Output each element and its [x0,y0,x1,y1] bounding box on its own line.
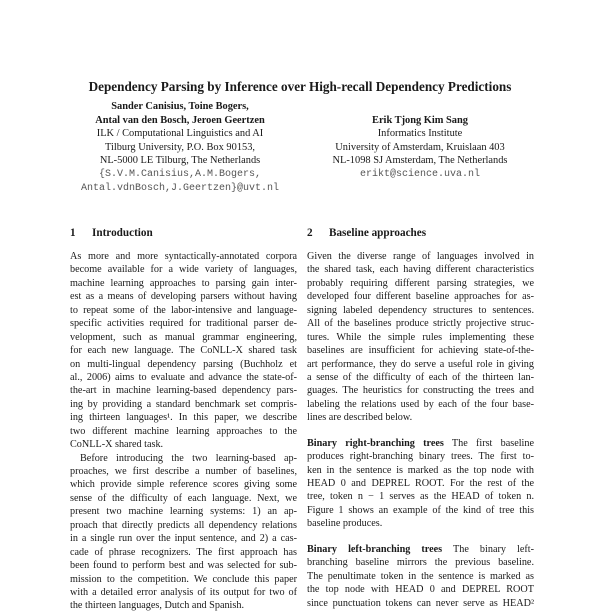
text-line: to repeat some of the labor-intensive and language- [70,304,297,316]
section-title: Baseline approaches [329,227,427,239]
text-line: labeling the relations used by each of the four base- [307,398,534,410]
text-line: become available for a wide variety of languages, [70,264,297,276]
text-line: All of the baselines produce strictly projective struc- [307,318,534,330]
text-line: proach that directly predicts all dependency relations [70,519,297,531]
section-number: 1 [70,227,76,239]
author-names: Sander Canisius, Toine Bogers, [111,101,249,112]
text-line: since punctuation tokens can never serve as HEAD² [307,597,534,609]
text-line: HEAD 0 and DEPREL ROOT. For the rest of the [307,478,534,489]
subsection-first-line [307,543,534,556]
text-line: been found to perform best and was selected for sub- [70,560,297,572]
text-line: with a detailed error analysis of its output for two of [70,586,297,598]
email: Antal.vdnBosch,J.Geertzen}@uvt.nl [80,182,280,194]
text-line: developed four different baseline approaches for as- [307,291,534,303]
text-line: proaches, we first describe a number of baselines, [70,466,297,477]
text-line: baselines are insufficient for achieving state-of-the- [307,345,534,357]
text-line: produces right-branching binary trees. The first to- [307,451,534,463]
author-names: Antal van den Bosch, Jeroen Geertzen [95,114,265,126]
text-line: al., 2006) aims to evaluate and advance the state-of- [70,371,297,383]
text-line: which provide simple reference scores giving some [70,479,297,491]
text-line: the-art in machine learning-based dependency pars- [70,385,297,397]
text-line: the thirteen languages, Dutch and Spanish. [70,600,244,612]
text-line: baseline produces. [307,518,383,530]
section-number: 2 [307,227,313,239]
text-line: ing thirteen languages¹. In this paper, we describe [70,412,297,424]
text-line: CoNLL-X shared task. [70,439,164,451]
text-line: The penultimate token in the sentence is marked as [307,570,534,582]
text-line: Given the diverse range of languages involved in [307,251,534,262]
subsection-first-line [307,437,534,450]
text-line: signing labeled dependency structures to sentences. [307,304,534,316]
text-line: ing by providing a standard benchmark set compris- [70,398,297,410]
text-line: tree, token n − 1 serves as the HEAD of token n. [307,491,534,503]
text-line: est as a means of developing parsers without having [70,291,297,303]
text-line: The binary left- [442,543,534,555]
text-line: two different machine learning approaches to the [70,425,297,437]
text-line: specific activities required for traditional parser de- [70,318,297,330]
text-line: guages. The heuristics for constructing the trees and [307,385,534,397]
paper-title: Dependency Parsing by Inference over High-recall Dependency Predictions [88,79,512,94]
text-line: machine learning approaches to parsing gain inter- [70,277,297,289]
author-names: Erik Tjong Kim Sang [372,114,468,126]
text-line: present two machine learning systems: 1) an ap- [70,506,297,518]
text-line: mission to the competition. We conclude this paper [70,573,297,585]
affiliation: Tilburg University, P.O. Box 90153, [104,141,255,153]
section-title: Introduction [92,227,153,239]
email: erikt@science.uva.nl [359,168,481,180]
text-line: branching baseline mirrors the previous baseline. [307,557,534,569]
affiliation: NL-1098 SJ Amsterdam, The Netherlands [332,155,508,167]
text-line: on multi-lingual dependency parsing (Buchholz et [70,358,297,370]
author-block-left [60,100,300,195]
text-line: As more and more syntactically-annotated corpora [70,251,297,262]
text-line: lines are described below. [307,412,413,424]
text-line: velopment, such as manual grammar engineering, [70,331,297,343]
text-line: the top node with HEAD 0 and DEPREL ROOT [307,584,534,596]
section-heading-introduction [70,227,153,239]
affiliation: ILK / Computational Linguistics and AI [96,128,264,140]
subsection-heading: Binary right-branching trees [307,437,444,449]
text-line: tures. While the simple rules implementing these [307,331,534,343]
text-line: Before introducing the two learning-based ap- [80,452,297,464]
introduction-body [70,250,297,613]
affiliation: NL-5000 LE Tilburg, The Netherlands [99,155,261,167]
baseline-body [307,250,534,610]
text-line: art performance, they do serve a useful role in giving [307,358,534,370]
subsection-heading: Binary left-branching trees [307,543,443,555]
text-line: sense of the difficulty of each language. Next, we [70,492,297,504]
affiliation: Informatics Institute [377,128,463,140]
text-line: in a single run over the input sentence, and 2) a cas- [70,533,297,545]
text-line: for each new language. The CoNLL-X shared task [70,345,297,357]
text-line: cade of phrase recognizers. The first approach has [70,546,297,558]
text-line: Figure 1 shows an example of the kind of tree this [307,504,534,516]
text-line: the shared task, each having different characteristics [307,264,534,276]
author-block-right [295,114,545,182]
affiliation: University of Amsterdam, Kruislaan 403 [335,141,505,153]
email: {S.V.M.Canisius,A.M.Bogers, [98,168,262,180]
text-line: a sense of the difficulty of each of the thirteen lan- [307,371,534,383]
text-line: probably requiring different parsing strategies, we [307,277,534,289]
text-line: ken in the sentence is marked as the top node with [307,464,534,476]
text-line: The first baseline [443,437,534,449]
section-heading-baseline [307,227,426,239]
